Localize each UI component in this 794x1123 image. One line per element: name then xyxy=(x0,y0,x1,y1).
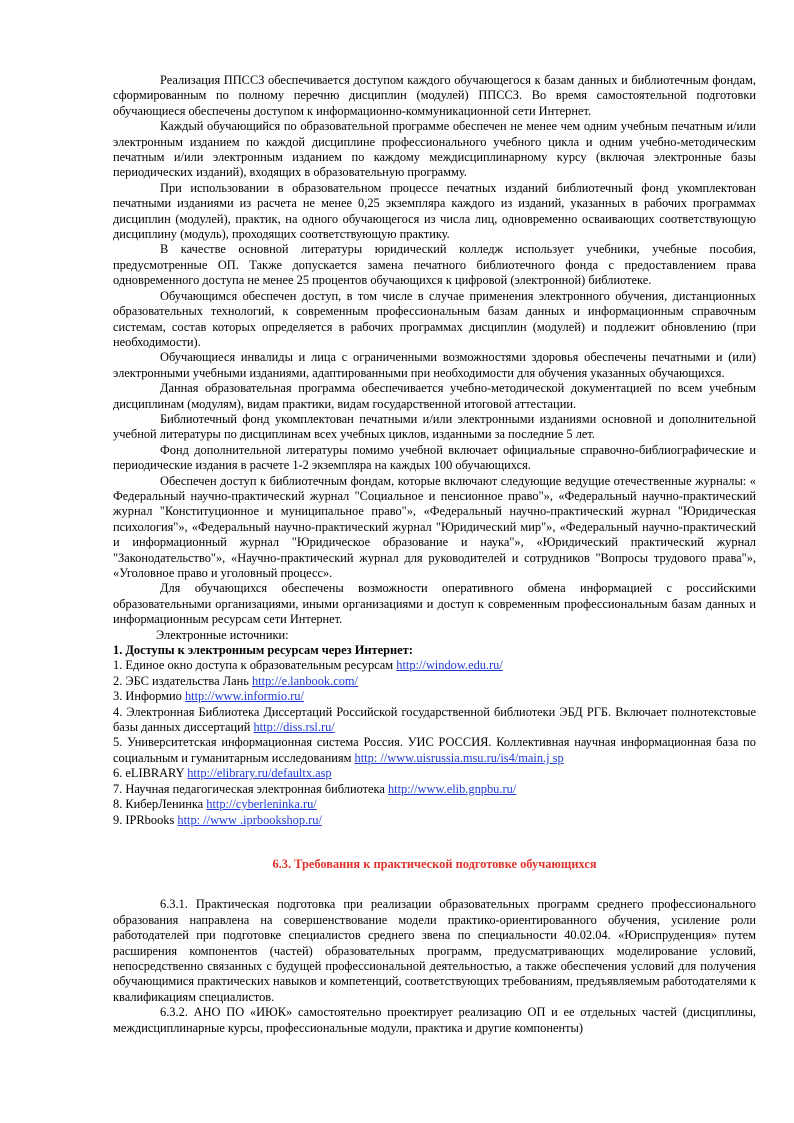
document-page xyxy=(113,73,756,1036)
paragraph-additional-literature: Фонд дополнительной литературы помимо учебной включает официальные справочно-библиографические и периодические издания в расчете 1-2 экземпляра на каждых 100 обучающихся. xyxy=(113,442,756,473)
paragraph-journals: Обеспечен доступ к библиотечным фондам, которые включают следующие ведущие отечественные журналы: « Федеральный научно-практический журнал "Социальное и пенсионное право"», «Федеральный научно-практический журнал "Конституционное и муниципальное право"», «Федеральный научно-практический журнал "Юридическая психология"», «Федеральный научно-практический журнал "Юридический мир"», «Федеральный научно-практический и информационный журнал "Юридическое образование и наука"», «Юридический практический журнал "Законодательство"», «Научно-практический журнал для руководителей и сотрудников "Вопросы трудового права"», «Уголовное право и уголовный процесс». xyxy=(113,473,756,580)
paragraph-print-fund: При использовании в образовательном процессе печатных изданий библиотечный фонд укомплектован печатными изданиями из расчета не менее 0,25 экземпляра каждого из изданий, указанных в рабочих программах дисциплин (модулей), практик, на одного обучающегося из числа лиц, одновременно осваивающих соответствующую дисциплину (модуль), проходящих соответствующую практику. xyxy=(113,180,756,242)
sources-intro: Электронные источники: xyxy=(156,627,289,642)
source-item: 9. IPRbooks http: //www .iprbookshop.ru/ xyxy=(113,812,322,827)
paragraph-op-design: 6.3.2. АНО ПО «ИЮК» самостоятельно проектирует реализацию ОП и ее отдельных частей (дисциплины, междисциплинарные курсы, профессиональные модули, практика и другие компоненты) xyxy=(113,1005,756,1035)
paragraph-library-access: Реализация ППССЗ обеспечивается доступом каждого обучающегося к базам данных и библиотечным фондам, сформированным по полному перечню дисциплин (модулей) ППССЗ. Во время самостоятельной подготовки обучающиеся обеспечены доступом к информационно-коммуникационной сети Интернет. xyxy=(113,73,756,118)
paragraph-e-learning-access: Обучающимся обеспечен доступ, в том числе в случае применения электронного обучения, дистанционных образовательных технологий, к современным профессиональным базам данных и информационным справочным системам, состав которых определяется в рабочих программах дисциплин (модулей) и подлежит обновлению (при необходимости). xyxy=(113,288,756,349)
source-link[interactable]: http://window.edu.ru/ xyxy=(396,658,503,673)
source-link[interactable]: http: //www .iprbookshop.ru/ xyxy=(177,812,322,827)
source-item: 3. Информио http://www.informio.ru/ xyxy=(113,689,304,704)
source-item: 6. eLIBRARY http://elibrary.ru/defaultx.asp xyxy=(113,766,332,781)
source-link[interactable]: http://www.informio.ru/ xyxy=(184,689,304,704)
source-item: 2. ЭБС издательства Лань http://e.lanbook.com/ xyxy=(113,673,358,688)
paragraph-library-fund: Библиотечный фонд укомплектован печатными и/или электронными изданиями основной и дополнительной учебной литературы по дисциплинам всех учебных циклов, изданными за последние 5 лет. xyxy=(113,411,756,442)
sources-heading: 1. Доступы к электронным ресурсам через Интернет: xyxy=(113,643,413,658)
source-item: 4. Электронная Библиотека Диссертаций Российской государственной библиотеки ЭБД РГБ. Включает полнотекстовые базы данных диссертаций http://diss.rsl.ru/ xyxy=(113,704,756,735)
source-link[interactable]: http://cyberleninka.ru/ xyxy=(206,797,317,812)
source-item: 1. Единое окно доступа к образовательным ресурсам http://window.edu.ru/ xyxy=(113,658,503,673)
source-item: 7. Научная педагогическая электронная библиотека http://www.elib.gnpbu.ru/ xyxy=(113,781,517,796)
paragraph-practical-training: 6.3.1. Практическая подготовка при реализации образовательных программ среднего профессионального образования направлена на совершенствование модели практико-ориентированного обучения, усиление роли работодателей при подготовке специалистов среднего звена по специальности 40.02.04. «Юриспруденция» путем расширения компонентов (частей) образовательных программ, предусматривающих моделирование условий, непосредственно связанных с будущей профессиональной деятельностью, а также обеспечения условий для получения обучающимися практических навыков и компетенций, соответствующих требованиям, предъявляемым работодателями к квалификациям специалистов. xyxy=(113,897,756,1004)
sources-list xyxy=(113,658,756,827)
source-link[interactable]: http://diss.rsl.ru/ xyxy=(253,720,335,735)
source-link[interactable]: http://e.lanbook.com/ xyxy=(251,673,358,688)
paragraph-disabled-students: Обучающиеся инвалиды и лица с ограниченными возможностями здоровья обеспечены печатными и (или) электронными учебными изданиями, адаптированными при необходимости для обучения указанных обучающихся. xyxy=(113,350,756,380)
paragraph-methodical-docs: Данная образовательная программа обеспечивается учебно-методической документацией по всем учебным дисциплинам (модулям), видам практики, видам государственной итоговой аттестации. xyxy=(113,381,756,411)
source-link[interactable]: http://www.elib.gnpbu.ru/ xyxy=(387,781,517,796)
paragraph-student-editions: Каждый обучающийся по образовательной программе обеспечен не менее чем одним учебным печатным и/или электронным изданием по каждой дисциплине профессионального учебного цикла и одним учебно-методическим печатным и/или электронным изданием по каждому междисциплинарному курсу (включая электронные базы периодических изданий), входящих в образовательную программу. xyxy=(113,119,756,180)
source-link[interactable]: http://elibrary.ru/defaultx.asp xyxy=(187,766,332,781)
paragraph-information-exchange: Для обучающихся обеспечены возможности оперативного обмена информацией с российскими образовательными организациями, иными организациями и доступ к современным профессиональным базам данных и информационным ресурсам сети Интернет. xyxy=(113,581,756,627)
section-title: 6.3. Требования к практической подготовке обучающихся xyxy=(272,856,597,871)
source-link[interactable]: http: //www.uisrussia.msu.ru/is4/main.j sp xyxy=(354,750,564,765)
paragraph-main-literature: В качестве основной литературы юридический колледж использует учебники, учебные пособия, предусмотренные ОП. Также допускается замена печатного библиотечного фонда с предоставлением права одновременного доступа не менее 25 процентов обучающихся к цифровой (электронной) библиотеке. xyxy=(113,242,756,288)
source-item: 8. КиберЛенинка http://cyberleninka.ru/ xyxy=(113,797,317,812)
source-item: 5. Университетская информационная система Россия. УИС РОССИЯ. Коллективная научная информационная база по социальным и гуманитарным исследованиям http: //www.uisrussia.msu.ru/is4/main.j sp xyxy=(113,735,756,765)
